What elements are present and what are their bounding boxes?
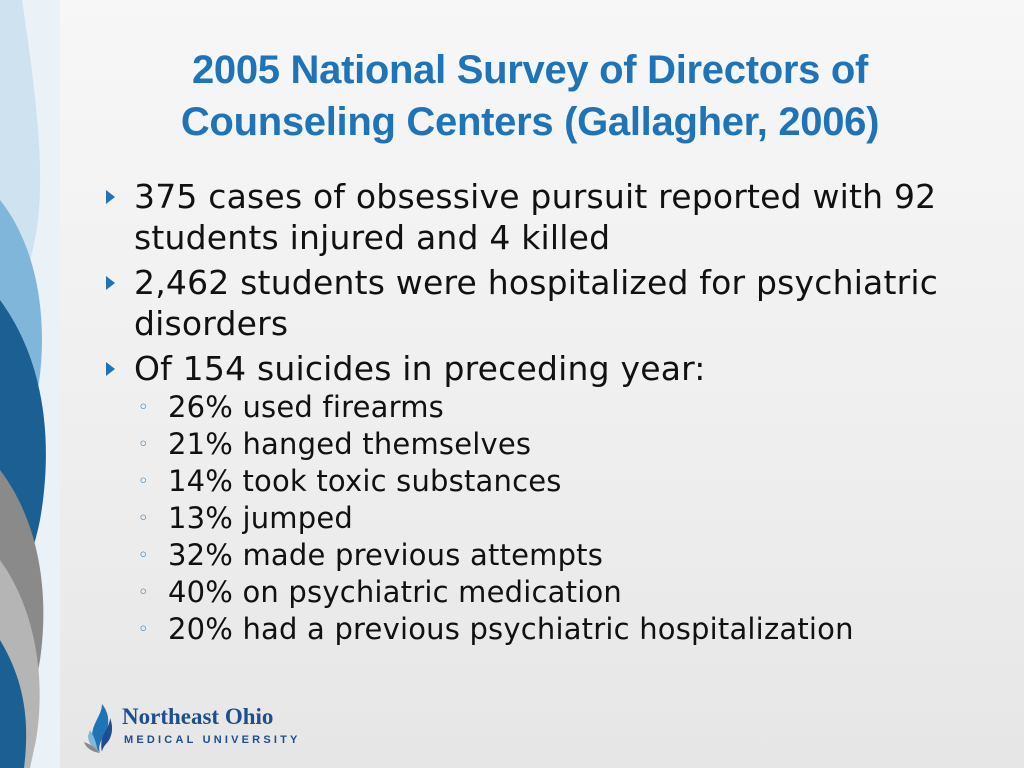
sub-bullet-text: 21% hanged themselves (168, 427, 532, 461)
sub-bullet-item (102, 500, 982, 537)
sub-bullet-text: 14% took toxic substances (168, 464, 562, 498)
bullet-item (102, 176, 982, 258)
sub-bullet-text: 40% on psychiatric medication (168, 575, 622, 609)
flame-leaf-icon (80, 700, 120, 754)
sub-bullet-item (102, 611, 982, 648)
arrow-bullet-icon (106, 276, 115, 290)
arrow-bullet-icon (106, 362, 115, 376)
logo-name: Northeast Ohio (122, 704, 274, 729)
arrow-bullet-icon (106, 190, 115, 204)
title-line-2: Counseling Centers (Gallagher, 2006) (180, 100, 880, 144)
bullet-text: Of 154 suicides in preceding year: (134, 349, 706, 388)
sub-bullet-list (102, 389, 982, 648)
circle-bullet-icon: ◦ (138, 508, 149, 529)
university-logo (80, 700, 320, 756)
circle-bullet-icon: ◦ (138, 471, 149, 492)
bullet-text: 375 cases of obsessive pursuit reported with 92 students injured and 4 killed (134, 177, 937, 257)
circle-bullet-icon: ◦ (138, 397, 149, 418)
sub-bullet-text: 26% used firearms (168, 390, 444, 424)
sub-bullet-text: 13% jumped (168, 501, 354, 535)
bullet-item (102, 348, 982, 389)
sub-bullet-text: 32% made previous attempts (168, 538, 604, 572)
circle-bullet-icon: ◦ (138, 545, 149, 566)
circle-bullet-icon: ◦ (138, 434, 149, 455)
sub-bullet-text: 20% had a previous psychiatric hospitalization (168, 612, 854, 646)
logo-subtitle: MEDICAL UNIVERSITY (124, 734, 301, 746)
bullet-text: 2,462 students were hospitalized for psychiatric disorders (134, 263, 939, 343)
bullet-item (102, 262, 982, 344)
circle-bullet-icon: ◦ (138, 619, 149, 640)
slide-title (100, 44, 960, 148)
sub-bullet-item (102, 463, 982, 500)
title-line-1: 2005 National Survey of Directors of (191, 48, 869, 92)
sub-bullet-item (102, 537, 982, 574)
sub-bullet-item (102, 389, 982, 426)
sub-bullet-item (102, 426, 982, 463)
bullet-list (102, 176, 982, 648)
circle-bullet-icon: ◦ (138, 582, 149, 603)
sub-bullet-item (102, 574, 982, 611)
left-wave-decoration (0, 0, 60, 768)
